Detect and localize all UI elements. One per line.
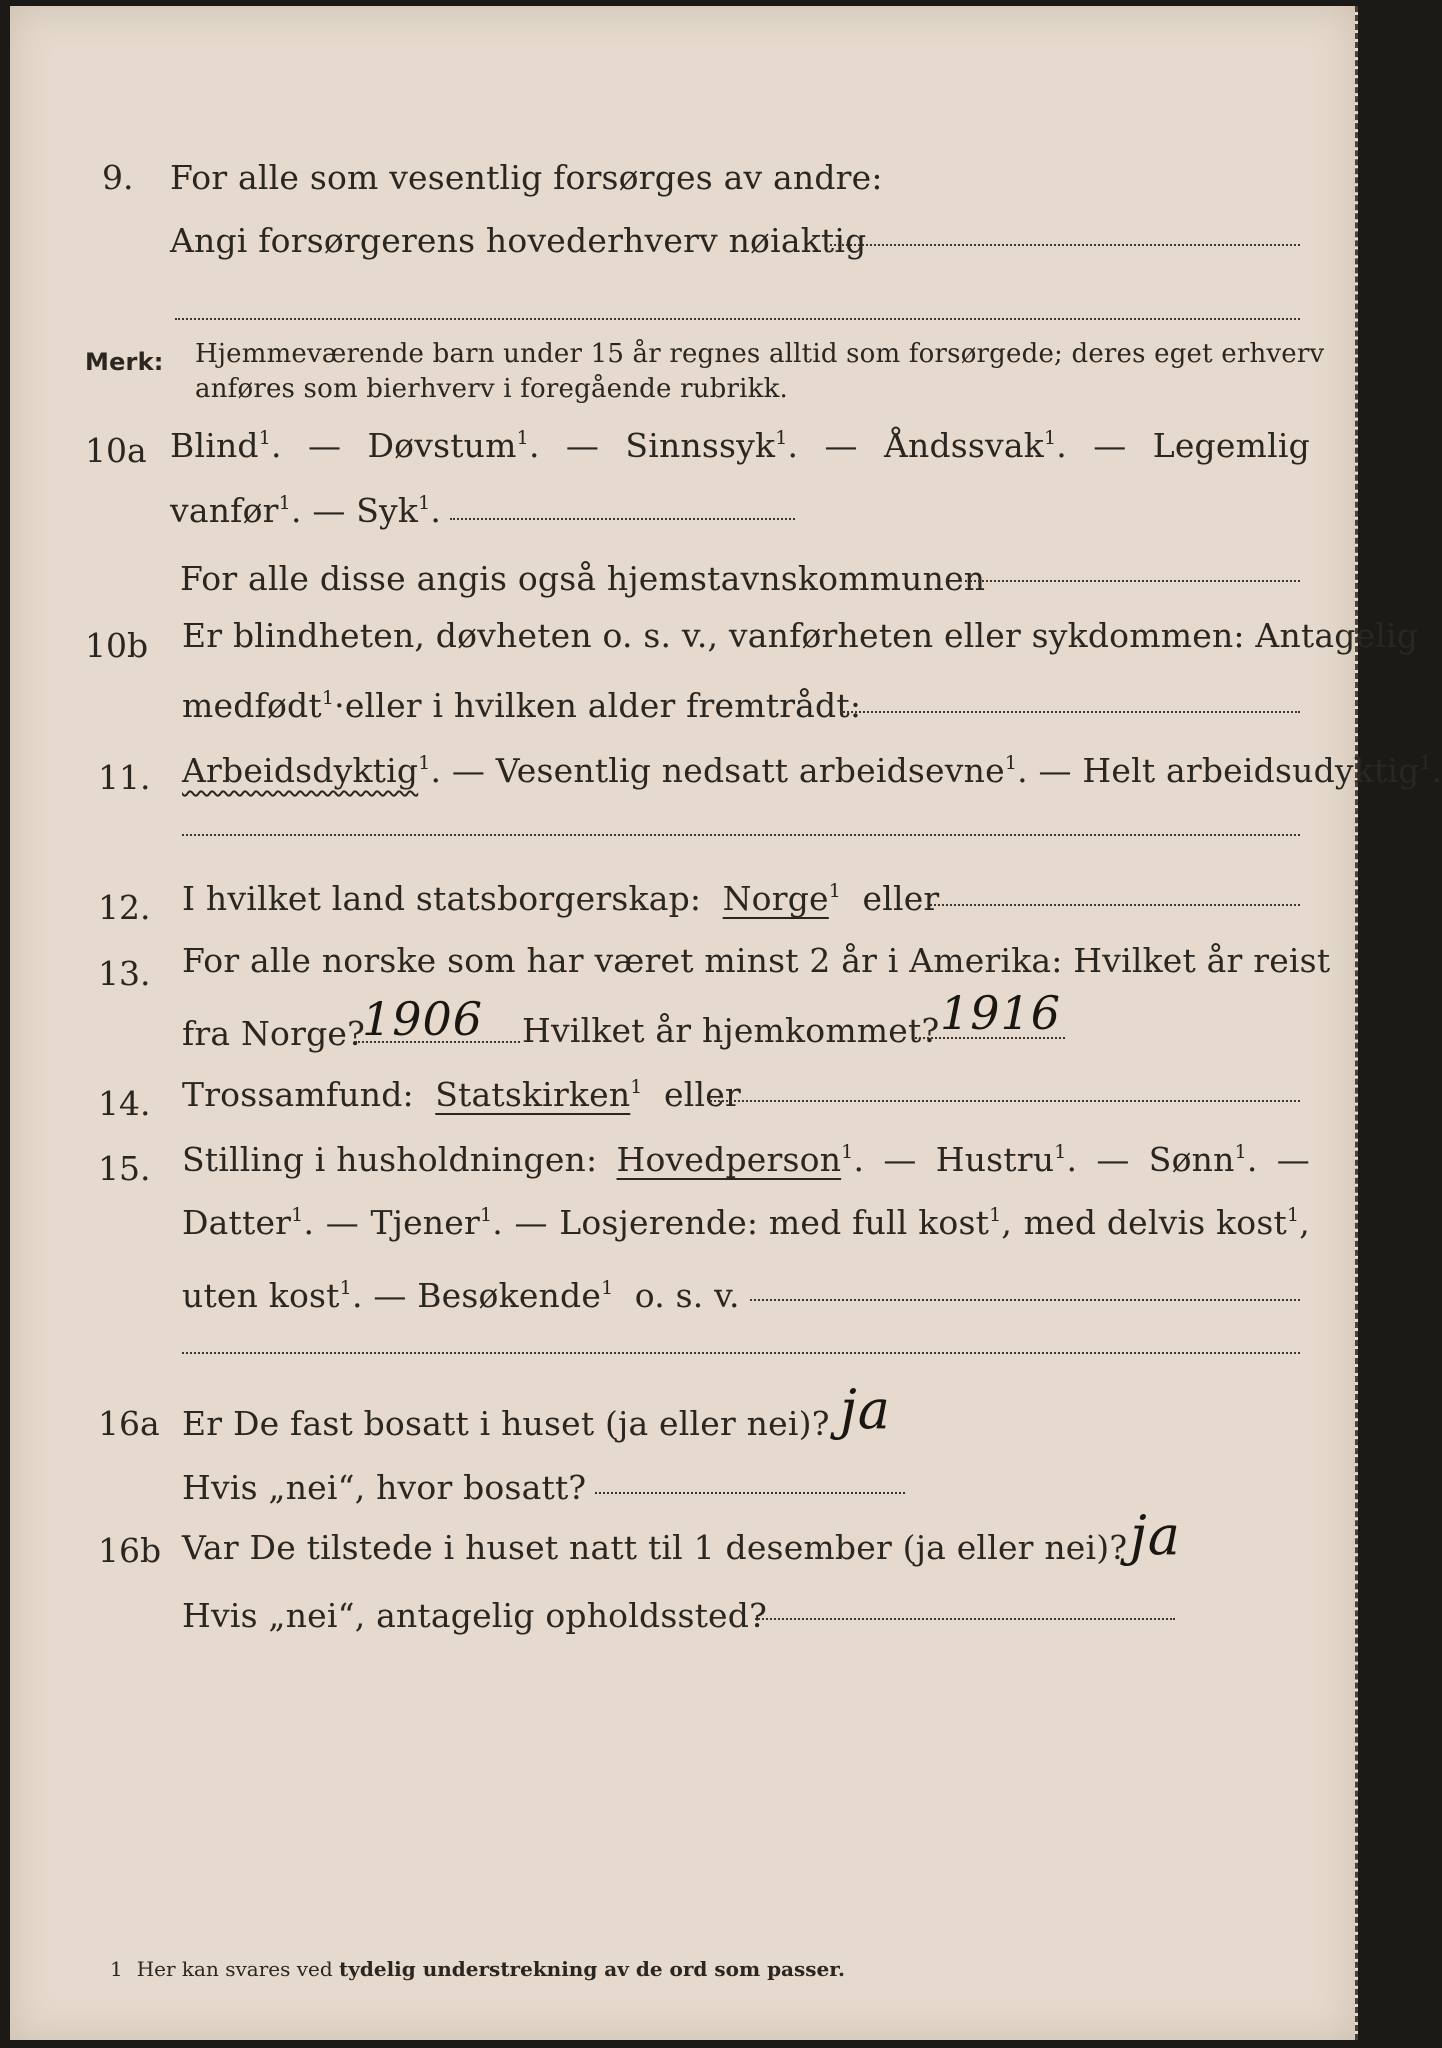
q10a-line1: Blind$^1$. — Døvstum$^1$. — Sinnssyk$^1$. — Åndssvak$^1$. — Legemlig (170, 426, 1310, 465)
answer-line (182, 834, 1300, 836)
answer-line (450, 518, 795, 520)
q15-line3: uten kost$^1$. — Besøkende$^1$ o. s. v. (182, 1276, 740, 1315)
selected-option-norge: Norge (722, 879, 829, 918)
selected-option-hovedperson: Hovedperson (616, 1140, 842, 1179)
answer-line (830, 244, 1300, 246)
handwritten-answer-16b: ja (1130, 1504, 1181, 1567)
handwritten-year-departed: 1906 (362, 992, 484, 1046)
question-number: 14. (98, 1084, 151, 1123)
q16a-line2: Hvis „nei“, hvor bosatt? (182, 1468, 587, 1507)
answer-line (965, 580, 1300, 582)
q10a-line2: vanfør$^1$. — Syk$^1$. (170, 491, 442, 530)
q10b-line1: Er blindheten, døvheten o. s. v., vanførheten eller sykdommen: Antagelig (182, 616, 1419, 655)
question-number: 16a (98, 1404, 160, 1443)
footnote: 1 Her kan svares ved tydelig understrekning av de ord som passer. (110, 1957, 845, 1981)
q16a-line1: Er De fast bosatt i huset (ja eller nei)? (182, 1404, 830, 1443)
q16b-line1: Var De tilstede i huset natt til 1 desember (ja eller nei)? (182, 1528, 1128, 1567)
question-number: 11. (98, 758, 151, 797)
census-form-page (10, 6, 1442, 2040)
option-andssvak: Åndssvak (883, 426, 1044, 465)
q14-line: Trossamfund: Statskirken$^1$ eller (182, 1075, 741, 1114)
answer-line (710, 1100, 1300, 1102)
note-label: Merk: (85, 348, 164, 376)
answer-line (755, 1618, 1175, 1620)
q16b-line2: Hvis „nei“, antagelig opholdssted? (182, 1596, 767, 1635)
q9-line2: Angi forsørgerens hovederhverv nøiaktig (170, 221, 867, 260)
answer-line (930, 904, 1300, 906)
q10a-line3: For alle disse angis også hjemstavnskommunen (180, 559, 986, 598)
question-number: 15. (98, 1149, 151, 1188)
answer-line (750, 1299, 1300, 1301)
option-legemlig: Legemlig (1152, 426, 1310, 465)
answer-line (175, 318, 1300, 320)
q12-line: I hvilket land statsborgerskap: Norge$^1$ eller (182, 879, 940, 918)
question-number: 9. (102, 158, 134, 197)
q9-line1: For alle som vesentlig forsørges av andre: (170, 158, 883, 197)
selected-option-arbeidsdyktig: Arbeidsdyktig (182, 751, 419, 790)
question-number: 16b (98, 1531, 162, 1570)
option-dovstum: Døvstum (367, 426, 517, 465)
q15-line1: Stilling i husholdningen: Hovedperson$^1$. — Hustru$^1$. — Sønn$^1$. — (182, 1140, 1310, 1179)
question-number: 10a (85, 431, 147, 470)
q13-line1: For alle norske som har været minst 2 år i Amerika: Hvilket år reist (182, 941, 1331, 980)
q11-line: Arbeidsdyktig$^1$. — Vesentlig nedsatt arbeidsevne$^1$. — Helt arbeidsudyktig$^1$. (182, 751, 1442, 790)
answer-line (595, 1492, 905, 1494)
question-number: 13. (98, 954, 151, 993)
q15-line2: Datter$^1$. — Tjener$^1$. — Losjerende: med full kost$^1$, med delvis kost$^1$, (182, 1203, 1310, 1242)
handwritten-answer-16a: ja (840, 1378, 891, 1441)
answer-line (182, 1352, 1300, 1354)
q13-line2b: Hvilket år hjemkommet? (522, 1011, 940, 1050)
q13-line2a: fra Norge? (182, 1014, 366, 1053)
option-blind: Blind (170, 426, 259, 465)
handwritten-year-returned: 1916 (940, 986, 1062, 1040)
question-number: 10b (85, 626, 149, 665)
q10b-line2: medfødt$^1$·eller i hvilken alder fremtrådt: (182, 686, 862, 725)
selected-option-statskirken: Statskirken (435, 1075, 631, 1114)
option-sinnssyk: Sinnssyk (625, 426, 776, 465)
note-line1: Hjemmeværende barn under 15 år regnes alltid som forsørgede; deres eget erhverv (195, 339, 1325, 369)
question-number: 12. (98, 888, 151, 927)
answer-line (840, 711, 1300, 713)
note-line2: anføres som bierhverv i foregående rubrikk. (195, 374, 789, 404)
